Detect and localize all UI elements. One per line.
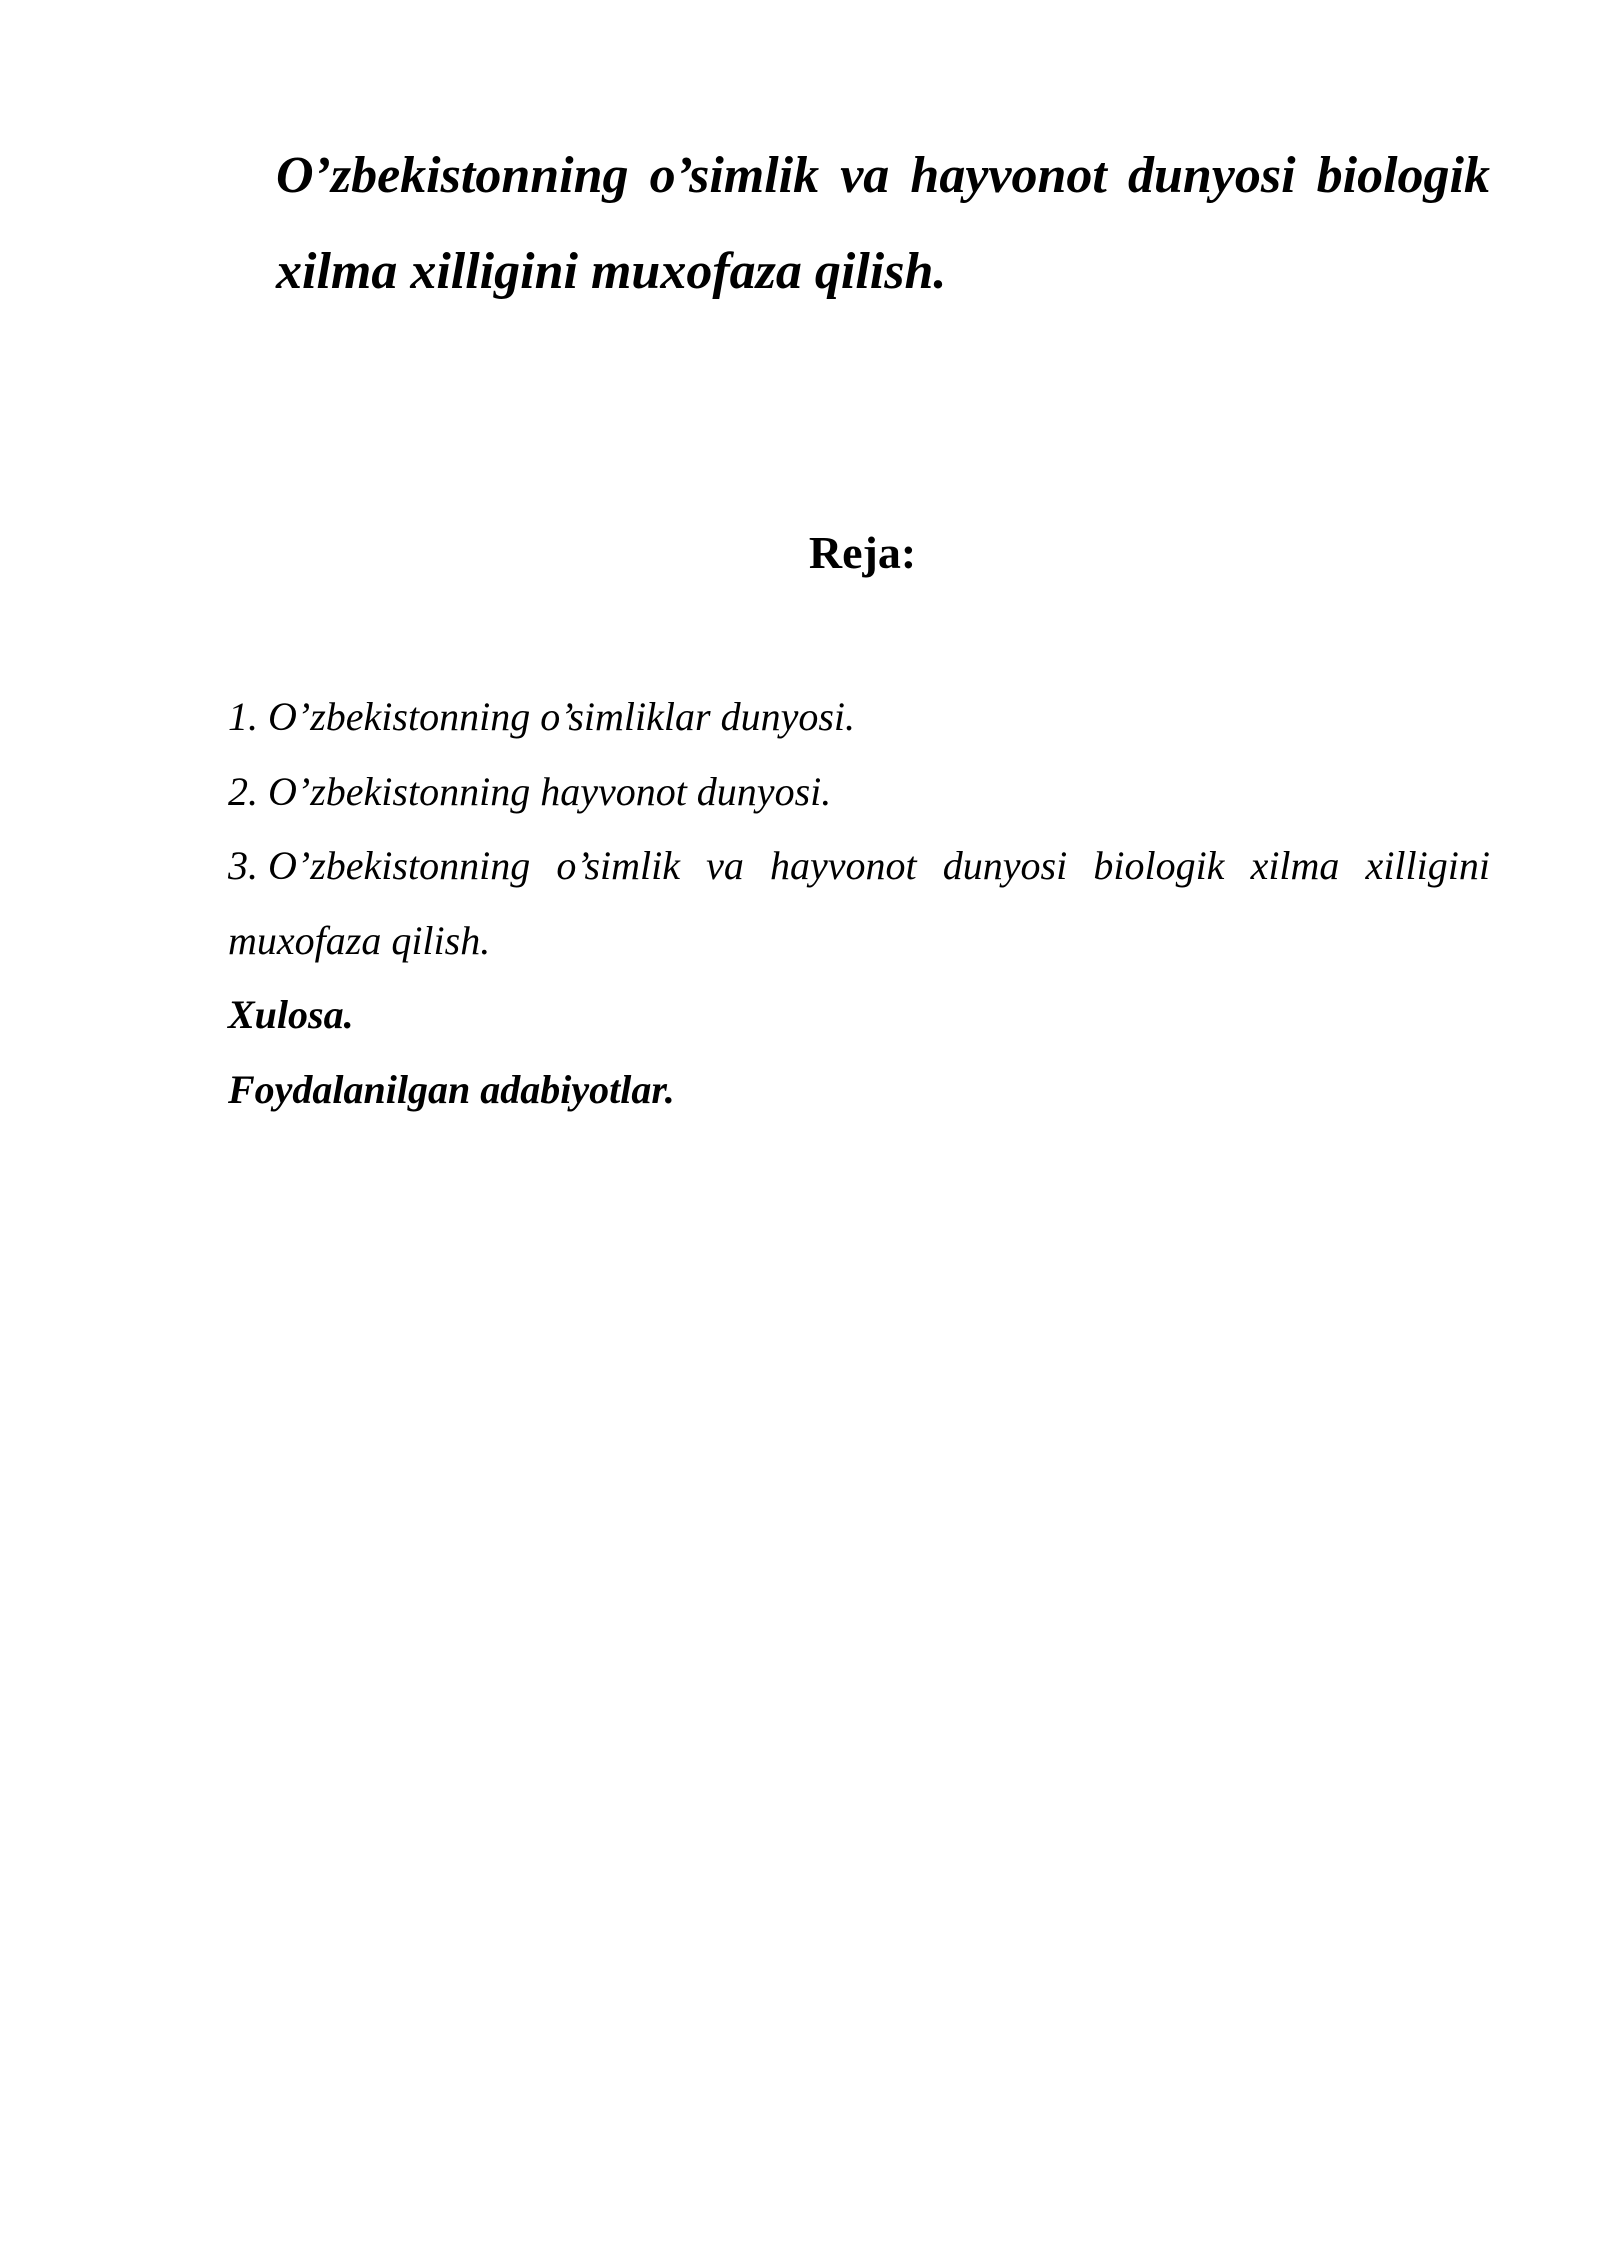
plan-item-text: O’zbekistonning o’simliklar dunyosi. [268, 694, 856, 739]
plan-item-number: 2. [228, 768, 258, 814]
references-item: Foydalanilgan adabiyotlar. [228, 1066, 675, 1112]
conclusion-item: Xulosa. [228, 992, 354, 1037]
plan-list [228, 680, 1490, 1127]
document-title: O’zbekistonning o’simlik va hayvonot dunyosi biologik xilma xilligini muxofaza qilish. [276, 147, 1490, 300]
plan-item-text: O’zbekistonning hayvonot dunyosi. [268, 768, 832, 814]
plan-item-number: 3. [228, 843, 258, 888]
plan-item-number: 1. [228, 694, 258, 739]
plan-item-3 [228, 829, 1490, 978]
plan-heading: Reja: [808, 527, 917, 578]
plan-item-text: O’zbekistonning o’simlik va hayvonot dunyosi biologik xilma xilligini muxofaza qilish. [228, 843, 1490, 963]
plan-item-1 [228, 680, 1490, 755]
plan-item-2 [228, 755, 1490, 830]
